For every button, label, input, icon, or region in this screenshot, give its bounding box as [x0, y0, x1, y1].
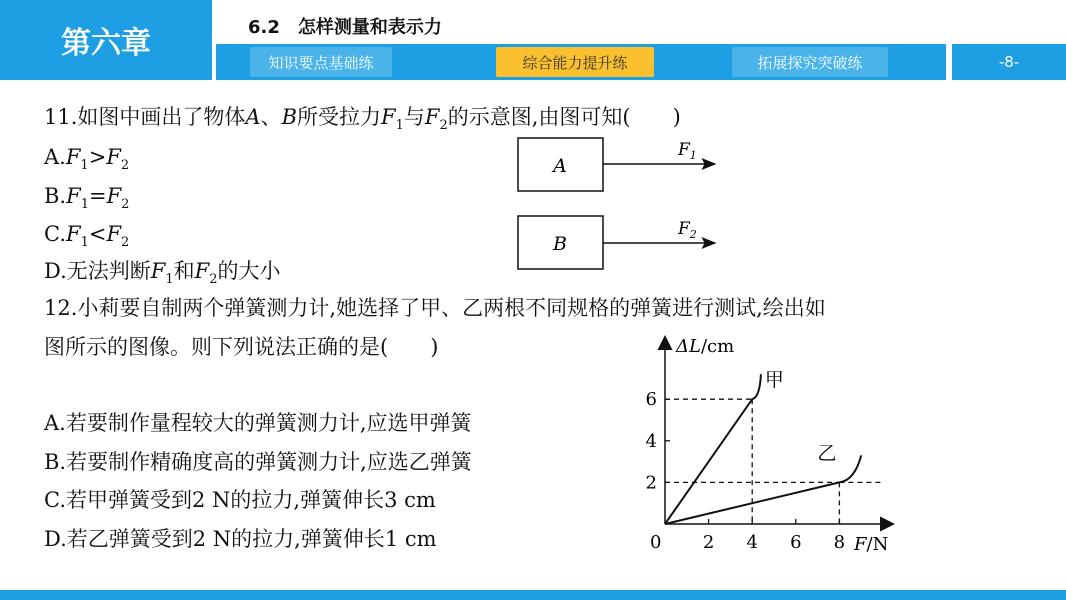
tab-basic-practice[interactable]: 知识要点基础练: [250, 47, 392, 77]
page-number: -8-: [952, 44, 1066, 80]
y-axis-label: ΔL/cm: [676, 336, 735, 357]
y-tick-label: 4: [645, 430, 657, 452]
y-tick-label: 2: [645, 472, 657, 494]
q12-option-d: D.若乙弹簧受到2 N的拉力,弹簧伸长1 cm: [44, 527, 437, 551]
tab-extension-practice[interactable]: 拓展探究突破练: [732, 47, 888, 77]
x-tick-label: 8: [833, 532, 846, 553]
q11-option-c: $C.F_1<F_2$: [44, 222, 130, 251]
series-line-jia: [665, 374, 761, 524]
y-tick-label: 6: [645, 389, 657, 411]
arrow-f1-label: $F_1$: [678, 140, 697, 162]
x-tick-label: 6: [790, 532, 802, 553]
header-bar: [216, 0, 1066, 80]
origin-label: 0: [650, 532, 662, 553]
series-label-yi: 乙: [817, 442, 837, 465]
q11-option-a: $A.F_1>F_2$: [44, 145, 130, 174]
chapter-title: 第六章: [0, 0, 212, 80]
tab-comprehensive-practice[interactable]: 综合能力提升练: [496, 47, 654, 77]
q12-option-b: B.若要制作精确度高的弹簧测力计,应选乙弹簧: [44, 450, 472, 474]
tab-bar: [216, 44, 946, 80]
q12-option-a: A.若要制作量程较大的弹簧测力计,应选甲弹簧: [44, 411, 472, 435]
box-a-label: A: [553, 155, 567, 177]
x-axis-label: F/N: [854, 534, 889, 555]
q12-option-c: C.若甲弹簧受到2 N的拉力,弹簧伸长3 cm: [44, 488, 436, 512]
x-tick-label: 4: [746, 532, 758, 553]
box-b-label: B: [553, 233, 567, 255]
q11-option-b: $B.F_1=F_2$: [44, 184, 130, 213]
bottom-bar: [0, 590, 1066, 600]
section-title: 6.2 怎样测量和表示力: [248, 17, 442, 38]
q11-stem: 11.如图中画出了物体A、B所受拉力$F_1$与$F_2$的示意图,由图可知( ): [44, 105, 681, 134]
series-label-jia: 甲: [764, 369, 784, 392]
x-tick-label: 2: [702, 532, 715, 553]
arrow-f2-label: $F_2$: [678, 219, 697, 241]
spring-chart: [640, 330, 910, 562]
q12-stem-line2: 图所示的图像。则下列说法正确的是( ): [44, 335, 439, 359]
q12-stem-line1: 12.小莉要自制两个弹簧测力计,她选择了甲、乙两根不同规格的弹簧进行测试,绘出如: [44, 296, 826, 320]
series-line-yi: [665, 455, 861, 524]
q11-force-figure: [510, 130, 730, 280]
q11-option-d: D.无法判断$F_1$和$F_2$的大小: [44, 259, 281, 288]
